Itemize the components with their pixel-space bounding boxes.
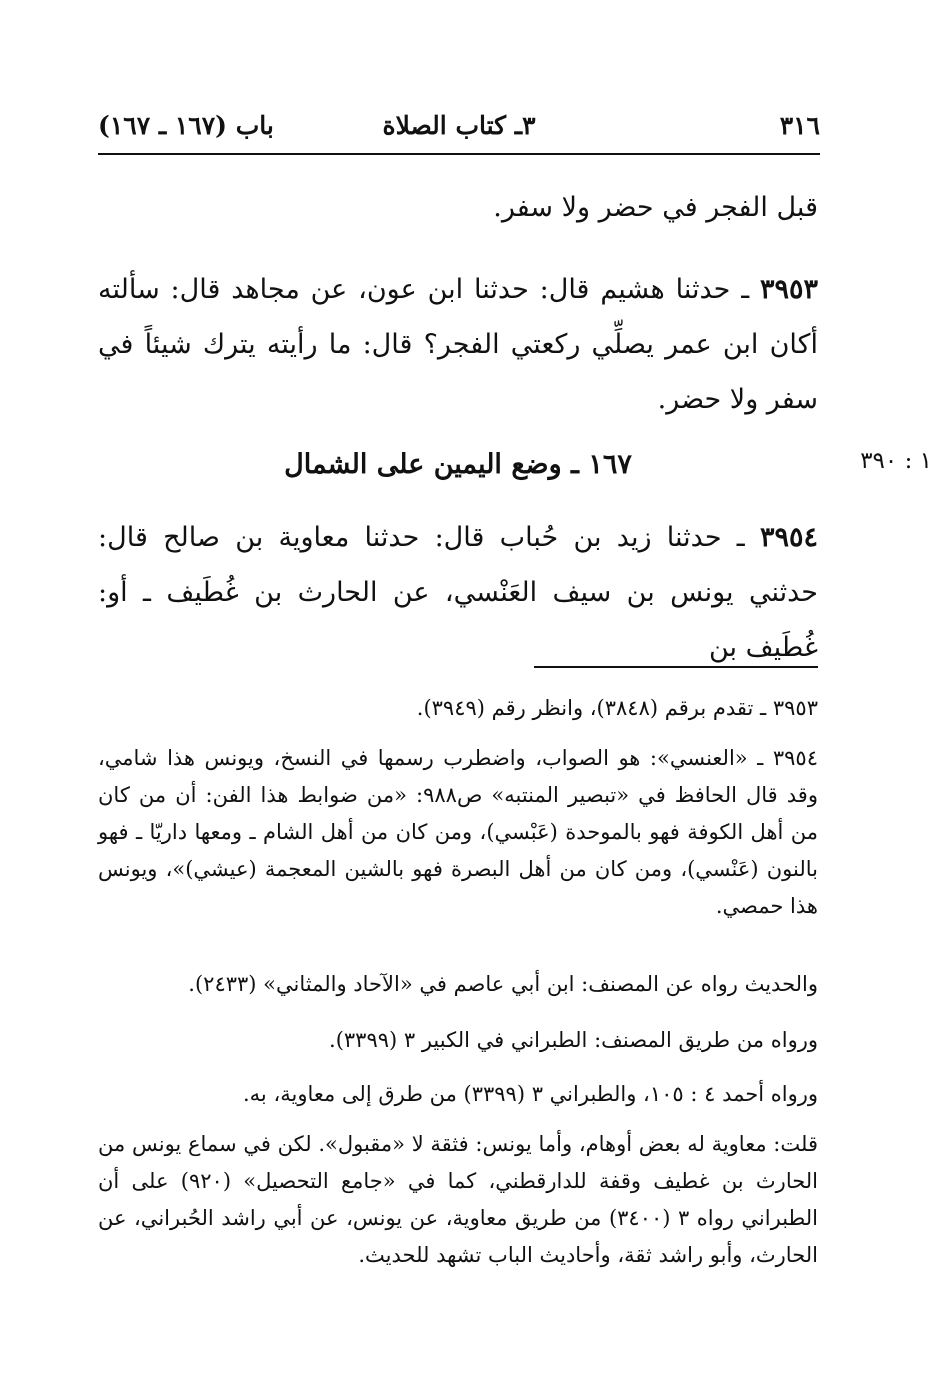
footnote-paragraph: ورواه من طريق المصنف: الطبراني في الكبير ٣ (٣٣٩٩). (329, 1028, 818, 1052)
hadith-3954-paragraph (98, 510, 818, 675)
footnote-source-3 (98, 1076, 818, 1113)
chapter-heading: ١٦٧ ـ وضع اليمين على الشمال (284, 449, 632, 480)
page-header (98, 105, 820, 155)
footnote-paragraph: قلت: معاوية له بعض أوهام، وأما يونس: فثقة لا «مقبول». لكن في سماع يونس من الحارث بن غطيف وقفة للدارقطني، كما في «جامع التحصيل» (٩٢٠) على أن الطبراني رواه ٣ (٣٤٠٠) من طريق معاوية، عن يونس، عن أبي راشد الحُبراني، عن الحارث، وأبو راشد ثقة، وأحاديث الباب تشهد للحديث. (98, 1132, 819, 1267)
footnote-paragraph: والحديث رواه عن المصنف: ابن أبي عاصم في «الآحاد والمثاني» (٢٤٣٣). (188, 972, 818, 996)
hadith-text: ـ حدثنا زيد بن حُباب قال: حدثنا معاوية بن صالح قال: حدثني يونس بن سيف العَنْسي، عن الحارث بن غُطَيف ـ أو: غُطَيف بن (98, 522, 818, 663)
hadith-number: ٣٩٥٤ (759, 522, 818, 553)
hadith-3953-paragraph (98, 262, 818, 427)
footnote-source-2 (98, 1022, 818, 1059)
footnote-divider (534, 666, 818, 668)
footnote-paragraph: ٣٩٥٤ ـ «العنسي»: هو الصواب، واضطرب رسمها في النسخ، ويونس هذا شامي، وقد قال الحافظ في «تبصير المنتبه» ص٩٨٨: «من ضوابط هذا الفن: أن من كان من أهل الكوفة فهو بالموحدة (عَبْسي)، ومن كان من أهل الشام ـ ومعها داريّا ـ فهو بالنون (عَنْسي)، ومن كان من أهل البصرة فهو بالشين المعجمة (عيشي)»، ويونس هذا حمصي. (98, 746, 818, 918)
footnote-paragraph: ٣٩٥٣ ـ تقدم برقم (٣٨٤٨)، وانظر رقم (٣٩٤٩). (416, 696, 818, 720)
footnote-paragraph: ورواه أحمد ٤ : ١٠٥، والطبراني ٣ (٣٣٩٩) من طرق إلى معاوية، به. (243, 1082, 818, 1106)
continuation-text (98, 180, 818, 235)
footnote-3953 (98, 690, 818, 727)
continuation-line: قبل الفجر في حضر ولا سفر. (493, 192, 818, 223)
hadith-number: ٣٩٥٣ (759, 274, 818, 305)
page-number: ٣١٦ (779, 111, 820, 140)
margin-reference: ١ : ٣٩٠ (860, 448, 932, 474)
footnote-commentary (98, 1126, 818, 1274)
footnote-source-1 (98, 966, 818, 1003)
hadith-3954 (98, 510, 818, 675)
hadith-text: ـ حدثنا هشيم قال: حدثنا ابن عون، عن مجاهد قال: سألته أكان ابن عمر يصلِّي ركعتي الفجر؟ قال: ما رأيته يترك شيئاً في سفر ولا حضر. (98, 274, 818, 415)
chapter-range: باب (١٦٧ ـ ١٦٧) (98, 111, 274, 140)
footnote-3954 (98, 740, 818, 925)
hadith-3953 (98, 262, 818, 427)
book-title: ٣ـ كتاب الصلاة (382, 111, 536, 140)
